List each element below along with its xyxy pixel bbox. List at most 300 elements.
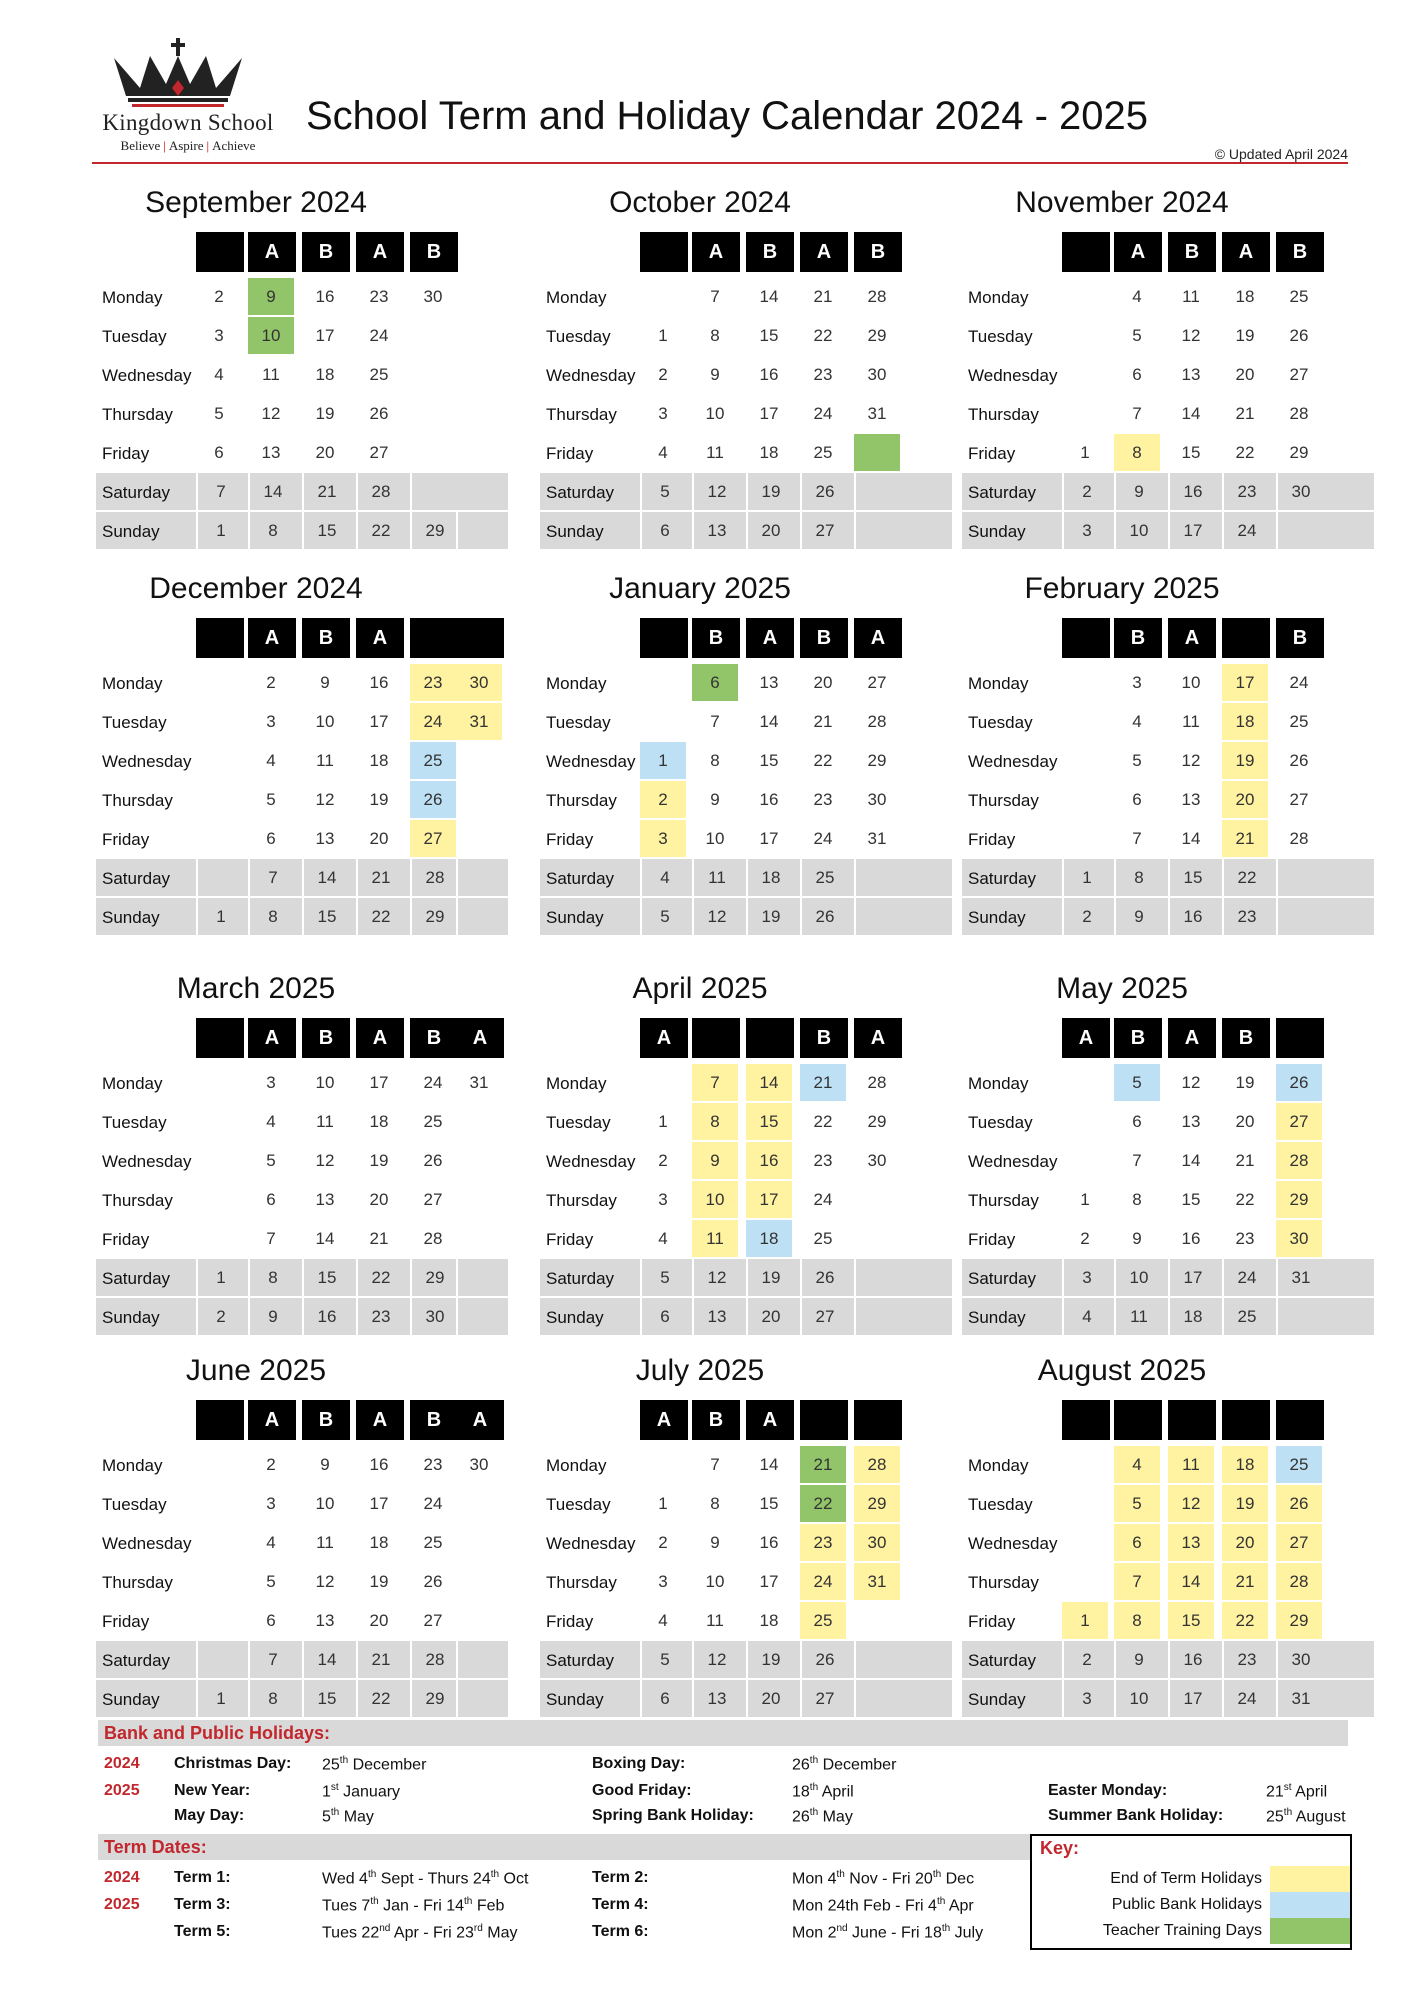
week-header xyxy=(196,232,244,272)
week-header: A xyxy=(640,1400,688,1440)
date-cell: 17 xyxy=(759,404,779,423)
month-title: December 2024 xyxy=(149,572,363,605)
date-cell: 7 xyxy=(1132,829,1142,848)
date-cell xyxy=(854,1220,900,1257)
date-cell: 24 xyxy=(410,703,456,740)
month-block xyxy=(96,572,516,952)
week-header xyxy=(456,618,504,658)
date-cell: 27 xyxy=(1276,1524,1322,1561)
day-label: Saturday xyxy=(102,1269,171,1288)
date-cell: 28 xyxy=(410,859,458,896)
date-cell: 19 xyxy=(1235,326,1255,345)
date-cell xyxy=(1276,1298,1324,1335)
day-row xyxy=(96,1563,516,1602)
day-label: Thursday xyxy=(102,791,173,810)
week-header: B xyxy=(1114,1018,1162,1058)
day-label: Saturday xyxy=(968,1651,1037,1670)
date-cell: 2 xyxy=(640,781,686,818)
date-cell: 30 xyxy=(1276,1641,1324,1678)
date-cell: 22 xyxy=(1222,1602,1268,1639)
day-label: Saturday xyxy=(102,1651,171,1670)
date-cell xyxy=(1062,781,1108,818)
date-cell: 20 xyxy=(1222,1524,1268,1561)
date-cell: 18 xyxy=(746,1220,792,1257)
date-cell xyxy=(1062,1142,1108,1179)
date-cell: 12 xyxy=(1181,751,1201,770)
date-cell: 11 xyxy=(262,365,280,384)
month-title: February 2025 xyxy=(1024,572,1220,605)
date-cell xyxy=(196,1485,242,1522)
date-cell: 9 xyxy=(710,790,720,809)
date-cell: 17 xyxy=(1168,1259,1216,1296)
date-cell: 12 xyxy=(315,1572,335,1591)
date-cell: 9 xyxy=(1114,898,1162,935)
month-block xyxy=(962,186,1382,566)
day-row xyxy=(96,395,516,434)
date-cell: 20 xyxy=(315,443,335,462)
key-label: End of Term Holidays xyxy=(1110,1870,1262,1887)
term2-dates: Mon 4th Nov - Fri 20th Dec xyxy=(792,1869,975,1888)
date-cell: 8 xyxy=(1132,1190,1142,1209)
date-cell: 20 xyxy=(369,829,389,848)
date-cell: 5 xyxy=(1132,326,1142,345)
date-cell xyxy=(456,1220,502,1257)
week-header xyxy=(1168,1400,1216,1440)
day-row xyxy=(96,859,516,898)
date-cell: 26 xyxy=(423,1572,443,1591)
day-row xyxy=(962,898,1382,937)
date-cell xyxy=(410,434,456,471)
date-cell: 4 xyxy=(1132,287,1142,306)
date-cell: 7 xyxy=(710,287,720,306)
week-header: B xyxy=(800,1018,848,1058)
date-cell: 6 xyxy=(214,443,224,462)
date-cell xyxy=(196,1446,242,1483)
date-cell: 3 xyxy=(1132,673,1142,692)
date-cell: 8 xyxy=(710,326,720,345)
bank-holidays-band xyxy=(98,1720,1348,1746)
week-header: A xyxy=(248,1018,296,1058)
date-cell: 5 xyxy=(640,1641,688,1678)
day-label: Tuesday xyxy=(102,1495,167,1514)
week-header: B xyxy=(1276,618,1324,658)
date-cell: 29 xyxy=(410,1259,458,1296)
day-label: Thursday xyxy=(968,405,1039,424)
date-cell: 3 xyxy=(658,404,668,423)
date-cell xyxy=(1062,703,1108,740)
day-row xyxy=(96,1446,516,1485)
date-cell: 13 xyxy=(1168,1524,1214,1561)
day-row xyxy=(96,820,516,859)
date-cell: 18 xyxy=(759,1611,779,1630)
day-row xyxy=(540,395,960,434)
day-row xyxy=(962,1563,1382,1602)
date-cell: 13 xyxy=(692,512,740,549)
day-label: Wednesday xyxy=(546,1534,636,1553)
date-cell xyxy=(456,820,502,857)
date-cell: 12 xyxy=(1168,1485,1214,1522)
date-cell: 19 xyxy=(746,1641,794,1678)
key-item-training xyxy=(1032,1918,1350,1944)
date-cell xyxy=(640,664,686,701)
week-header: A xyxy=(1222,232,1270,272)
date-cell xyxy=(854,1602,900,1639)
date-cell xyxy=(1276,859,1324,896)
week-header: A xyxy=(356,1018,404,1058)
date-cell xyxy=(854,1259,902,1296)
date-cell: 10 xyxy=(315,712,335,731)
date-cell: 27 xyxy=(800,1680,848,1717)
date-cell: 2 xyxy=(1062,1641,1110,1678)
week-header: B xyxy=(692,618,740,658)
date-cell: 5 xyxy=(640,1259,688,1296)
date-cell: 18 xyxy=(1168,1298,1216,1335)
term-year-2025: 2025 xyxy=(104,1896,140,1913)
date-cell: 18 xyxy=(1235,287,1255,306)
date-cell: 25 xyxy=(800,1602,846,1639)
week-header: A xyxy=(248,1400,296,1440)
date-cell: 12 xyxy=(692,1259,740,1296)
date-cell xyxy=(1062,1064,1108,1101)
week-header: A xyxy=(1168,1018,1216,1058)
date-cell xyxy=(196,742,242,779)
week-header: B xyxy=(1276,232,1324,272)
date-cell xyxy=(1062,395,1108,432)
date-cell: 9 xyxy=(1114,473,1162,510)
date-cell: 7 xyxy=(1132,404,1142,423)
week-header: A xyxy=(456,1018,504,1058)
day-row xyxy=(540,781,960,820)
date-cell: 6 xyxy=(640,1680,688,1717)
week-header xyxy=(640,232,688,272)
boxing-date: 26th December xyxy=(792,1755,897,1774)
day-label: Tuesday xyxy=(968,327,1033,346)
date-cell: 2 xyxy=(658,1533,668,1552)
day-label: Monday xyxy=(968,674,1029,693)
term5-label: Term 5: xyxy=(174,1923,231,1940)
date-cell: 26 xyxy=(410,781,456,818)
date-cell: 8 xyxy=(248,898,296,935)
week-header: B xyxy=(1168,232,1216,272)
week-header: A xyxy=(248,232,296,272)
date-cell xyxy=(1062,742,1108,779)
day-label: Saturday xyxy=(546,1651,615,1670)
week-header: B xyxy=(302,1018,350,1058)
date-cell: 12 xyxy=(1181,1073,1201,1092)
day-row xyxy=(962,1298,1382,1337)
date-cell: 16 xyxy=(1181,1229,1201,1248)
date-cell xyxy=(1062,1103,1108,1140)
bank-holidays-heading: Bank and Public Holidays: xyxy=(104,1723,331,1743)
date-cell: 17 xyxy=(1168,512,1216,549)
date-cell xyxy=(196,781,242,818)
day-label: Saturday xyxy=(968,869,1037,888)
week-header: A xyxy=(854,618,902,658)
date-cell: 28 xyxy=(867,1073,887,1092)
date-cell: 14 xyxy=(1181,404,1201,423)
day-label: Wednesday xyxy=(102,366,192,385)
date-cell: 28 xyxy=(867,287,887,306)
date-cell: 31 xyxy=(469,1073,489,1092)
date-cell: 13 xyxy=(692,1298,740,1335)
day-row xyxy=(96,664,516,703)
date-cell: 27 xyxy=(1276,1103,1322,1140)
day-row xyxy=(540,1602,960,1641)
date-cell xyxy=(456,742,502,779)
day-label: Sunday xyxy=(546,1690,604,1709)
date-cell: 14 xyxy=(1181,829,1201,848)
week-header xyxy=(746,1018,794,1058)
date-cell xyxy=(456,1485,502,1522)
date-cell: 24 xyxy=(1222,1259,1270,1296)
day-label: Saturday xyxy=(968,483,1037,502)
date-cell: 11 xyxy=(692,859,740,896)
day-label: Saturday xyxy=(546,1269,615,1288)
day-row xyxy=(962,1485,1382,1524)
date-cell: 9 xyxy=(1114,1641,1162,1678)
day-label: Tuesday xyxy=(546,1113,611,1132)
date-cell: 4 xyxy=(658,443,668,462)
date-cell: 29 xyxy=(867,326,887,345)
date-cell xyxy=(410,356,456,393)
day-row xyxy=(96,278,516,317)
summer-bank-date: 25th August xyxy=(1266,1807,1346,1826)
date-cell xyxy=(196,1524,242,1561)
date-cell: 10 xyxy=(1114,1680,1162,1717)
term6-dates: Mon 2nd June - Fri 18th July xyxy=(792,1923,984,1942)
date-cell: 15 xyxy=(302,1680,350,1717)
month-title: March 2025 xyxy=(176,972,336,1005)
day-label: Sunday xyxy=(968,1308,1026,1327)
date-cell xyxy=(456,1103,502,1140)
day-row xyxy=(962,781,1382,820)
day-label: Sunday xyxy=(546,522,604,541)
date-cell: 1 xyxy=(196,898,244,935)
date-cell: 11 xyxy=(316,751,334,770)
month-title: April 2025 xyxy=(632,972,768,1005)
day-label: Sunday xyxy=(968,1690,1026,1709)
day-row xyxy=(540,317,960,356)
date-cell: 27 xyxy=(369,443,389,462)
day-row xyxy=(962,1602,1382,1641)
date-cell: 3 xyxy=(266,1494,276,1513)
date-cell: 5 xyxy=(1132,751,1142,770)
week-header: A xyxy=(692,232,740,272)
date-cell: 30 xyxy=(867,365,887,384)
date-cell: 23 xyxy=(1222,1641,1270,1678)
date-cell: 21 xyxy=(813,712,833,731)
date-cell: 6 xyxy=(1132,1112,1142,1131)
month-block xyxy=(540,1354,960,1734)
day-row xyxy=(962,859,1382,898)
day-row xyxy=(962,1103,1382,1142)
date-cell: 26 xyxy=(800,1641,848,1678)
date-cell: 4 xyxy=(214,365,224,384)
date-cell: 24 xyxy=(800,1563,846,1600)
spring-bank-label: Spring Bank Holiday: xyxy=(592,1807,754,1824)
date-cell: 8 xyxy=(1114,434,1160,471)
day-row xyxy=(962,473,1382,512)
date-cell: 14 xyxy=(759,712,779,731)
date-cell: 17 xyxy=(369,1073,389,1092)
date-cell: 20 xyxy=(746,1298,794,1335)
day-row xyxy=(962,512,1382,551)
date-cell: 7 xyxy=(248,859,296,896)
day-row xyxy=(962,1641,1382,1680)
week-header: B xyxy=(692,1400,740,1440)
date-cell xyxy=(196,703,242,740)
date-cell: 26 xyxy=(800,898,848,935)
may-day-label: May Day: xyxy=(174,1807,245,1824)
date-cell: 6 xyxy=(1132,790,1142,809)
date-cell: 10 xyxy=(1114,1259,1162,1296)
day-row xyxy=(540,434,960,473)
day-label: Wednesday xyxy=(968,752,1058,771)
date-cell xyxy=(1276,898,1324,935)
date-cell: 1 xyxy=(658,1494,668,1513)
day-label: Wednesday xyxy=(546,1152,636,1171)
date-cell: 13 xyxy=(692,1680,740,1717)
month-block xyxy=(962,972,1382,1352)
date-cell: 29 xyxy=(1289,443,1309,462)
day-row xyxy=(540,1524,960,1563)
date-cell: 17 xyxy=(315,326,335,345)
date-cell: 9 xyxy=(710,1533,720,1552)
date-cell: 12 xyxy=(692,1641,740,1678)
date-cell: 21 xyxy=(1222,1563,1268,1600)
date-cell: 7 xyxy=(692,1064,738,1101)
day-row xyxy=(96,1524,516,1563)
day-row xyxy=(962,1446,1382,1485)
date-cell: 31 xyxy=(867,829,887,848)
date-cell: 7 xyxy=(266,1229,276,1248)
date-cell xyxy=(854,1298,902,1335)
date-cell: 16 xyxy=(1168,1641,1216,1678)
day-label: Sunday xyxy=(968,522,1026,541)
date-cell xyxy=(456,859,504,896)
day-row xyxy=(962,395,1382,434)
date-cell: 8 xyxy=(1114,1602,1160,1639)
day-row xyxy=(96,512,516,551)
date-cell: 24 xyxy=(423,1494,443,1513)
date-cell: 9 xyxy=(320,673,330,692)
week-header: A xyxy=(356,232,404,272)
date-cell: 19 xyxy=(1222,1485,1268,1522)
day-row xyxy=(962,703,1382,742)
term3-dates: Tues 7th Jan - Fri 14th Feb xyxy=(322,1896,505,1915)
day-row xyxy=(96,1485,516,1524)
date-cell xyxy=(196,1103,242,1140)
date-cell: 21 xyxy=(800,1064,846,1101)
date-cell: 6 xyxy=(692,664,738,701)
day-label: Sunday xyxy=(546,1308,604,1327)
week-header: B xyxy=(410,232,458,272)
date-cell: 13 xyxy=(315,829,335,848)
date-cell: 31 xyxy=(867,404,887,423)
day-label: Thursday xyxy=(102,1573,173,1592)
date-cell: 12 xyxy=(692,898,740,935)
date-cell: 13 xyxy=(759,673,779,692)
day-label: Wednesday xyxy=(546,366,636,385)
week-header: B xyxy=(410,1018,458,1058)
day-label: Friday xyxy=(546,444,594,463)
term-dates-heading: Term Dates: xyxy=(104,1837,207,1857)
day-row xyxy=(962,664,1382,703)
date-cell xyxy=(854,434,900,471)
date-cell xyxy=(854,1181,900,1218)
school-motto: Believe | Aspire | Achieve xyxy=(120,138,256,153)
term3-label: Term 3: xyxy=(174,1896,231,1913)
date-cell: 25 xyxy=(410,742,456,779)
week-header: A xyxy=(1062,1018,1110,1058)
date-cell: 4 xyxy=(1114,1446,1160,1483)
day-label: Monday xyxy=(546,288,607,307)
day-row xyxy=(96,1142,516,1181)
day-row xyxy=(96,781,516,820)
date-cell: 16 xyxy=(302,1298,350,1335)
date-cell: 25 xyxy=(813,443,833,462)
day-row xyxy=(96,1641,516,1680)
date-cell: 30 xyxy=(469,1455,489,1474)
date-cell: 31 xyxy=(854,1563,900,1600)
day-label: Friday xyxy=(968,1230,1016,1249)
week-header: B xyxy=(1114,618,1162,658)
date-cell: 13 xyxy=(315,1190,335,1209)
date-cell: 1 xyxy=(1080,1190,1090,1209)
date-cell: 29 xyxy=(410,898,458,935)
day-label: Friday xyxy=(546,1230,594,1249)
week-header xyxy=(196,1400,244,1440)
date-cell: 14 xyxy=(302,1641,350,1678)
date-cell: 12 xyxy=(315,1151,335,1170)
date-cell: 31 xyxy=(1276,1259,1324,1296)
day-row xyxy=(96,898,516,937)
date-cell: 27 xyxy=(423,1190,443,1209)
date-cell: 21 xyxy=(800,1446,846,1483)
date-cell: 8 xyxy=(248,512,296,549)
date-cell: 1 xyxy=(658,326,668,345)
week-header: A xyxy=(746,1400,794,1440)
day-label: Saturday xyxy=(546,483,615,502)
day-label: Thursday xyxy=(546,1573,617,1592)
date-cell: 4 xyxy=(266,1112,276,1131)
date-cell: 6 xyxy=(266,1190,276,1209)
day-label: Sunday xyxy=(102,908,160,927)
date-cell: 6 xyxy=(1114,1524,1160,1561)
week-header: A xyxy=(248,618,296,658)
date-cell xyxy=(456,1259,504,1296)
day-label: Tuesday xyxy=(102,327,167,346)
date-cell xyxy=(196,1641,244,1678)
date-cell: 21 xyxy=(356,859,404,896)
date-cell: 9 xyxy=(1132,1229,1142,1248)
day-label: Wednesday xyxy=(102,752,192,771)
month-title: January 2025 xyxy=(609,572,791,605)
date-cell: 1 xyxy=(196,512,244,549)
date-cell: 18 xyxy=(759,443,779,462)
date-cell: 6 xyxy=(640,1298,688,1335)
term1-label: Term 1: xyxy=(174,1869,231,1886)
date-cell: 5 xyxy=(266,1572,276,1591)
date-cell xyxy=(640,278,686,315)
day-row xyxy=(540,664,960,703)
date-cell: 22 xyxy=(813,751,833,770)
date-cell: 14 xyxy=(1168,1563,1214,1600)
date-cell: 25 xyxy=(423,1112,443,1131)
date-cell: 12 xyxy=(1181,326,1201,345)
day-label: Thursday xyxy=(102,405,173,424)
day-label: Saturday xyxy=(102,483,171,502)
